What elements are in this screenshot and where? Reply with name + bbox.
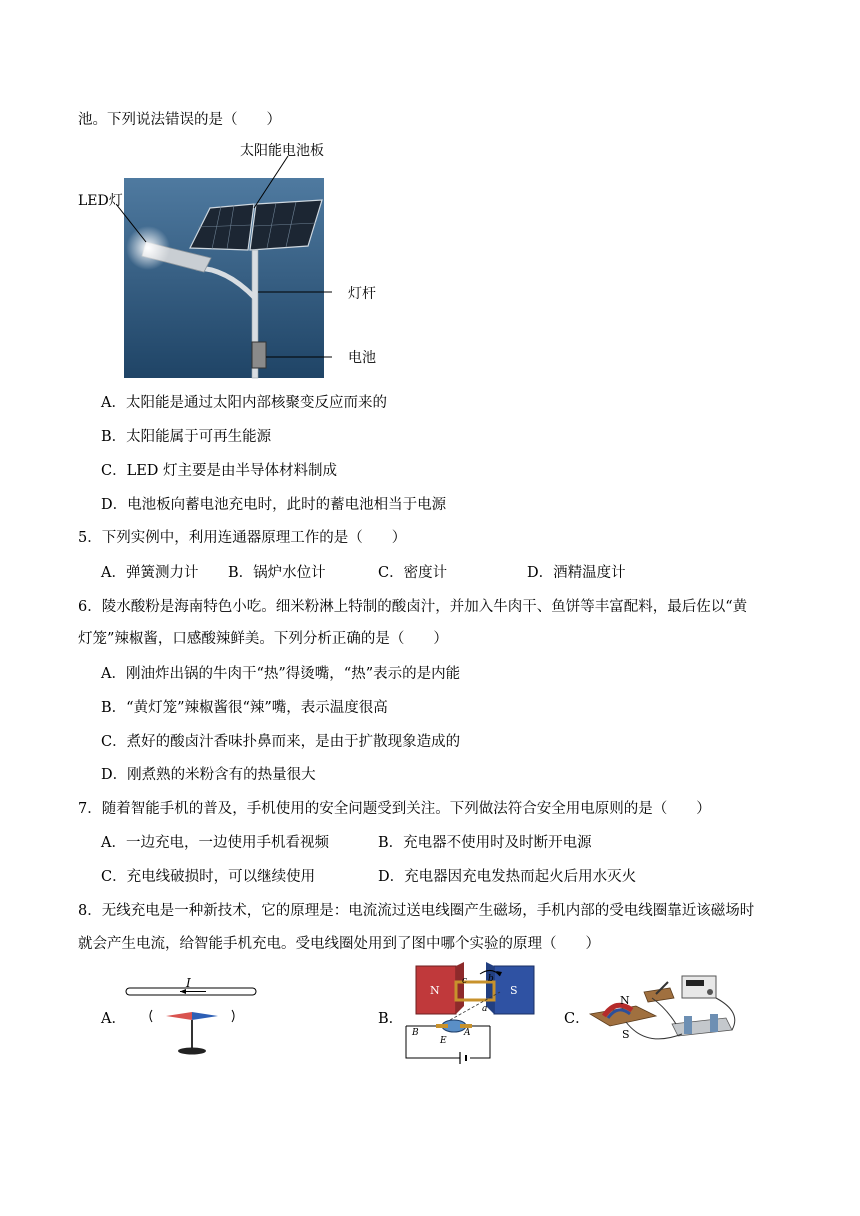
q5-option-c: C．密度计 [378, 565, 448, 581]
current-label: I [186, 976, 191, 990]
q8-option-a: A． [101, 1011, 126, 1027]
q4-option-b: B．太阳能属于可再生能源 [101, 429, 272, 445]
generator-experiment-image [586, 968, 746, 1060]
motor-experiment-image [400, 962, 540, 1072]
q7-stem: 7．随着智能手机的普及，手机使用的安全问题受到关注。下列做法符合安全用电原则的是（ ） [78, 801, 711, 817]
q7-option-a: A．一边充电，一边使用手机看视频 [101, 835, 329, 851]
label-a: a [482, 1004, 488, 1014]
q5-option-a: A．弹簧测力计 [101, 565, 199, 581]
q5-option-d: D．酒精温度计 [527, 565, 626, 581]
q6-option-c: C．煮好的酸卤汁香味扑鼻而来，是由于扩散现象造成的 [101, 734, 461, 750]
q7-option-d: D．充电器因充电发热而起火后用水灭火 [378, 869, 637, 885]
label-b: b [488, 974, 494, 984]
q4-option-a: A．太阳能是通过太阳内部核聚变反应而来的 [101, 395, 387, 411]
q8-option-b: B． [378, 1011, 404, 1027]
q4-option-d: D．电池板向蓄电池充电时，此时的蓄电池相当于电源 [101, 497, 447, 513]
q5-stem: 5．下列实例中，利用连通器原理工作的是（ ） [78, 530, 407, 546]
q6-option-b: B．“黄灯笼”辣椒酱很“辣”嘴，表示温度很高 [101, 700, 388, 716]
generator-experiment-figure [586, 968, 746, 1060]
solar-street-light-image [76, 138, 396, 380]
label-E: E [440, 1036, 447, 1046]
label-c: c [462, 976, 468, 986]
question-intro: 池。下列说法错误的是（ ） [78, 112, 281, 128]
q8-option-c: C． [564, 1011, 590, 1027]
motor-experiment-figure [400, 962, 540, 1072]
label-solar-panel: 太阳能电池板 [240, 143, 324, 159]
q6-option-a: A．刚油炸出锅的牛肉干“热”得烫嘴，“热”表示的是内能 [101, 666, 461, 682]
s-pole-label-c: S [622, 1028, 630, 1041]
q6-option-d: D．刚煮熟的米粉含有的热量很大 [101, 767, 316, 783]
q6-stem-line1: 6．陵水酸粉是海南特色小吃。细米粉淋上特制的酸卤汁，并加入牛肉干、鱼饼等丰富配料，最后佐以“黄 [78, 599, 748, 615]
q8-stem-line1: 8．无线充电是一种新技术，它的原理是：电流流过送电线圈产生磁场，手机内部的受电线圈靠近该磁场时 [78, 903, 755, 919]
n-pole-label-c: N [620, 994, 630, 1007]
label-battery: 电池 [348, 350, 376, 366]
label-B: B [412, 1028, 419, 1038]
q6-stem-line2: 灯笼”辣椒酱，口感酸辣鲜美。下列分析正确的是（ ） [78, 631, 448, 647]
q8-stem-line2: 就会产生电流，给智能手机充电。受电线圈处用到了图中哪个实验的原理（ ） [78, 936, 600, 952]
solar-street-light-figure [76, 138, 396, 380]
q4-option-c: C．LED 灯主要是由半导体材料制成 [101, 463, 338, 479]
label-pole: 灯杆 [348, 286, 376, 302]
q7-option-c: C．充电线破损时，可以继续使用 [101, 869, 316, 885]
oersted-experiment-figure [122, 972, 262, 1058]
label-led: LED灯 [78, 193, 123, 209]
s-pole-label-b: S [510, 984, 518, 997]
label-A: A [464, 1028, 471, 1038]
oersted-experiment-image [122, 972, 262, 1058]
q7-option-b: B．充电器不使用时及时断开电源 [378, 835, 592, 851]
q5-option-b: B．锅炉水位计 [228, 565, 326, 581]
n-pole-label-b: N [430, 984, 440, 997]
